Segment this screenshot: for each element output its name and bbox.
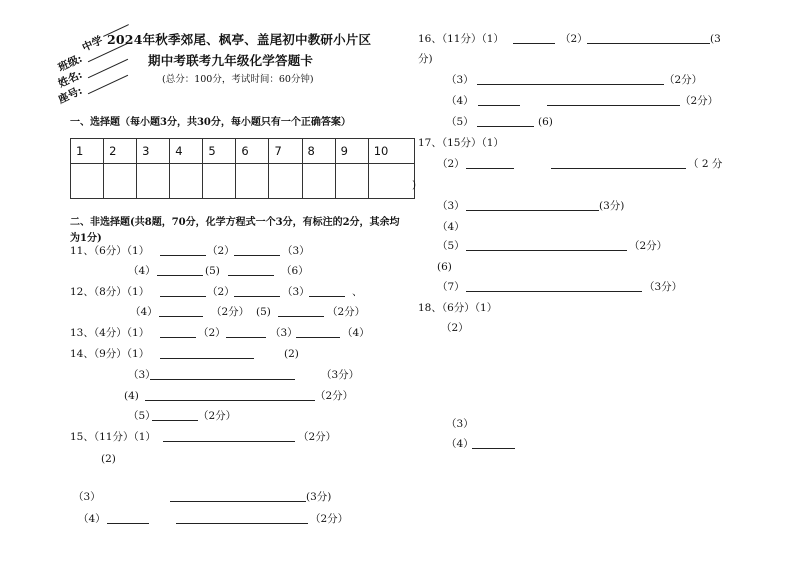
name-field[interactable] <box>88 59 128 79</box>
q18-part4: （4） <box>446 438 474 450</box>
page-title-line1: 2024年秋季郊尾、枫亭、盖尾初中教研小片区 <box>107 32 372 47</box>
q15-answer-3[interactable] <box>170 501 306 502</box>
section2-heading: 二、非选择题(共8题，70分，化学方程式一个3分，有标注的2分，其余均 <box>70 217 400 228</box>
q12-answer-5[interactable] <box>278 316 324 317</box>
q15-answer-4b[interactable] <box>176 523 308 524</box>
q15-part4: （4） <box>78 513 106 525</box>
choice-number: 3 <box>137 139 170 164</box>
q17-part3: （3） <box>437 200 465 212</box>
q16-part4: （4） <box>446 95 474 107</box>
q16-answer-1[interactable] <box>513 43 555 44</box>
q16-answer-3[interactable] <box>477 84 664 85</box>
q17-answer-2b[interactable] <box>551 168 686 169</box>
choice-answer-table <box>70 138 415 199</box>
q11-answer-5[interactable] <box>228 275 274 276</box>
school-label: 中学 <box>80 34 105 55</box>
choice-answer-cell[interactable] <box>269 164 302 199</box>
q12-answer-2[interactable] <box>234 296 280 297</box>
q16-answer-2[interactable] <box>587 43 710 44</box>
q11-answer-4[interactable] <box>157 275 203 276</box>
choice-number: 9 <box>335 139 368 164</box>
choice-number: 10 <box>368 139 414 164</box>
q18-head: 18、（6分）（1） <box>418 302 498 314</box>
q15-part1-score: （2分） <box>298 431 337 443</box>
choice-answer-cell[interactable] <box>104 164 137 199</box>
q16-part2-score: (3 <box>710 33 721 45</box>
q14-part5-score: （2分） <box>198 410 237 422</box>
q11-head: 11、（6分）（1） <box>70 245 150 257</box>
q17-answer-7[interactable] <box>466 291 642 292</box>
q14-part5: （5） <box>128 410 156 422</box>
q16-part5: （5） <box>446 116 474 128</box>
q11-part2: （2） <box>207 245 235 257</box>
q17-answer-3[interactable] <box>466 210 599 211</box>
q14-part4: (4) <box>124 390 139 402</box>
q15-part3: （3） <box>73 491 101 503</box>
seat-label: 座号: <box>56 84 85 107</box>
q17-part4: （4） <box>437 221 465 233</box>
q14-answer-3[interactable] <box>150 379 295 380</box>
q16-head: 16、（11分）（1） <box>418 33 504 45</box>
q17-part5-score: （2分） <box>629 240 668 252</box>
q11-part4: （4） <box>128 265 156 277</box>
q17-answer-5[interactable] <box>466 250 627 251</box>
q11-answer-2[interactable] <box>234 255 280 256</box>
q14-answer-4[interactable] <box>145 400 315 401</box>
q16-answer-4a[interactable] <box>478 105 520 106</box>
name-label: 姓名: <box>56 68 85 91</box>
q12-part5-score: （2分） <box>327 306 366 318</box>
q13-answer-2[interactable] <box>226 337 266 338</box>
choice-number: 2 <box>104 139 137 164</box>
q18-answer-4[interactable] <box>472 448 515 449</box>
choice-answer-cell[interactable] <box>335 164 368 199</box>
section1-heading: 一、选择题（每小题3分，共30分，每小题只有一个正确答案） <box>70 117 351 128</box>
q14-answer-1[interactable] <box>160 358 254 359</box>
q12-part2: （2） <box>207 286 235 298</box>
choice-number: 5 <box>203 139 236 164</box>
choice-number: 1 <box>71 139 104 164</box>
q13-answer-1[interactable] <box>160 337 196 338</box>
q17-head: 17、（15分）（1） <box>418 137 504 149</box>
q17-part5: （5） <box>437 240 465 252</box>
choice-answer-cell[interactable] <box>236 164 269 199</box>
q15-part2: (2) <box>101 453 116 465</box>
q13-part2: （2） <box>198 327 226 339</box>
q15-answer-1[interactable] <box>163 441 295 442</box>
choice-number: 8 <box>302 139 335 164</box>
choice-answer-cell[interactable] <box>368 164 417 199</box>
q18-part2: （2） <box>441 322 469 334</box>
q12-part4-score: （2分） <box>211 306 250 318</box>
q16-part6: (6) <box>538 116 553 128</box>
q14-part2: (2) <box>284 348 299 360</box>
q13-head: 13、（4分）（1） <box>70 327 150 339</box>
q11-part6: （6） <box>281 265 309 277</box>
q17-part3-score: (3分) <box>599 200 625 212</box>
choice-answer-cell[interactable] <box>137 164 170 199</box>
q12-answer-1[interactable] <box>160 296 206 297</box>
q17-part2: （2） <box>437 158 465 170</box>
q16-part3-score: （2分） <box>664 74 703 86</box>
q13-part4: （4） <box>342 327 370 339</box>
q17-part2-score: （ 2 分 <box>688 158 723 170</box>
q17-part6: (6) <box>437 261 452 273</box>
q14-part3-score: （3分） <box>321 369 360 381</box>
section2-heading-cont: 为1分) <box>70 233 102 244</box>
q15-part4-score: （2分） <box>310 513 349 525</box>
q18-part3: （3） <box>446 418 474 430</box>
q16-part2-score-cont: 分) <box>418 53 433 65</box>
q13-answer-3[interactable] <box>296 337 340 338</box>
q17-part7-score: （3分） <box>644 281 683 293</box>
q12-part4: （4） <box>130 306 158 318</box>
q14-part3: （3） <box>128 369 156 381</box>
trailing-mark: ) <box>412 179 417 191</box>
q15-answer-4a[interactable] <box>107 523 149 524</box>
q14-answer-5[interactable] <box>152 420 198 421</box>
choice-answer-cell[interactable] <box>203 164 236 199</box>
q11-answer-1[interactable] <box>160 255 206 256</box>
class-label: 班级: <box>56 52 85 75</box>
choice-number: 6 <box>236 139 269 164</box>
choice-number: 4 <box>170 139 203 164</box>
q15-part3-score: (3分) <box>306 491 332 503</box>
q17-answer-2a[interactable] <box>466 168 514 169</box>
q12-head: 12、（8分）（1） <box>70 286 150 298</box>
q16-part4-score: （2分） <box>680 95 719 107</box>
q16-answer-5[interactable] <box>477 126 534 127</box>
q16-part3: （3） <box>446 74 474 86</box>
q14-head: 14、（9分）（1） <box>70 348 150 360</box>
q17-part7: （7） <box>437 281 465 293</box>
q13-part3: （3） <box>270 327 298 339</box>
seat-field[interactable] <box>88 75 128 95</box>
q12-part3: （3） <box>282 286 310 298</box>
exam-info: (总分：100分，考试时间：60分钟) <box>162 74 314 85</box>
choice-answer-cell[interactable] <box>170 164 203 199</box>
q12-answer-4[interactable] <box>159 316 203 317</box>
q12-separator: 、 <box>352 286 363 298</box>
q16-answer-4b[interactable] <box>547 105 680 106</box>
q14-part4-score: （2分） <box>315 390 354 402</box>
q16-part2: （2） <box>560 33 588 45</box>
q11-part3: （3） <box>282 245 310 257</box>
choice-number: 7 <box>269 139 302 164</box>
choice-answer-cell[interactable] <box>71 164 104 199</box>
choice-answer-cell[interactable] <box>302 164 335 199</box>
q12-answer-3[interactable] <box>309 296 345 297</box>
q11-part5: (5) <box>205 265 220 277</box>
page-title-line2: 期中考联考九年级化学答题卡 <box>148 53 314 68</box>
q12-part5: (5) <box>256 306 271 318</box>
q15-head: 15、（11分）（1） <box>70 431 156 443</box>
